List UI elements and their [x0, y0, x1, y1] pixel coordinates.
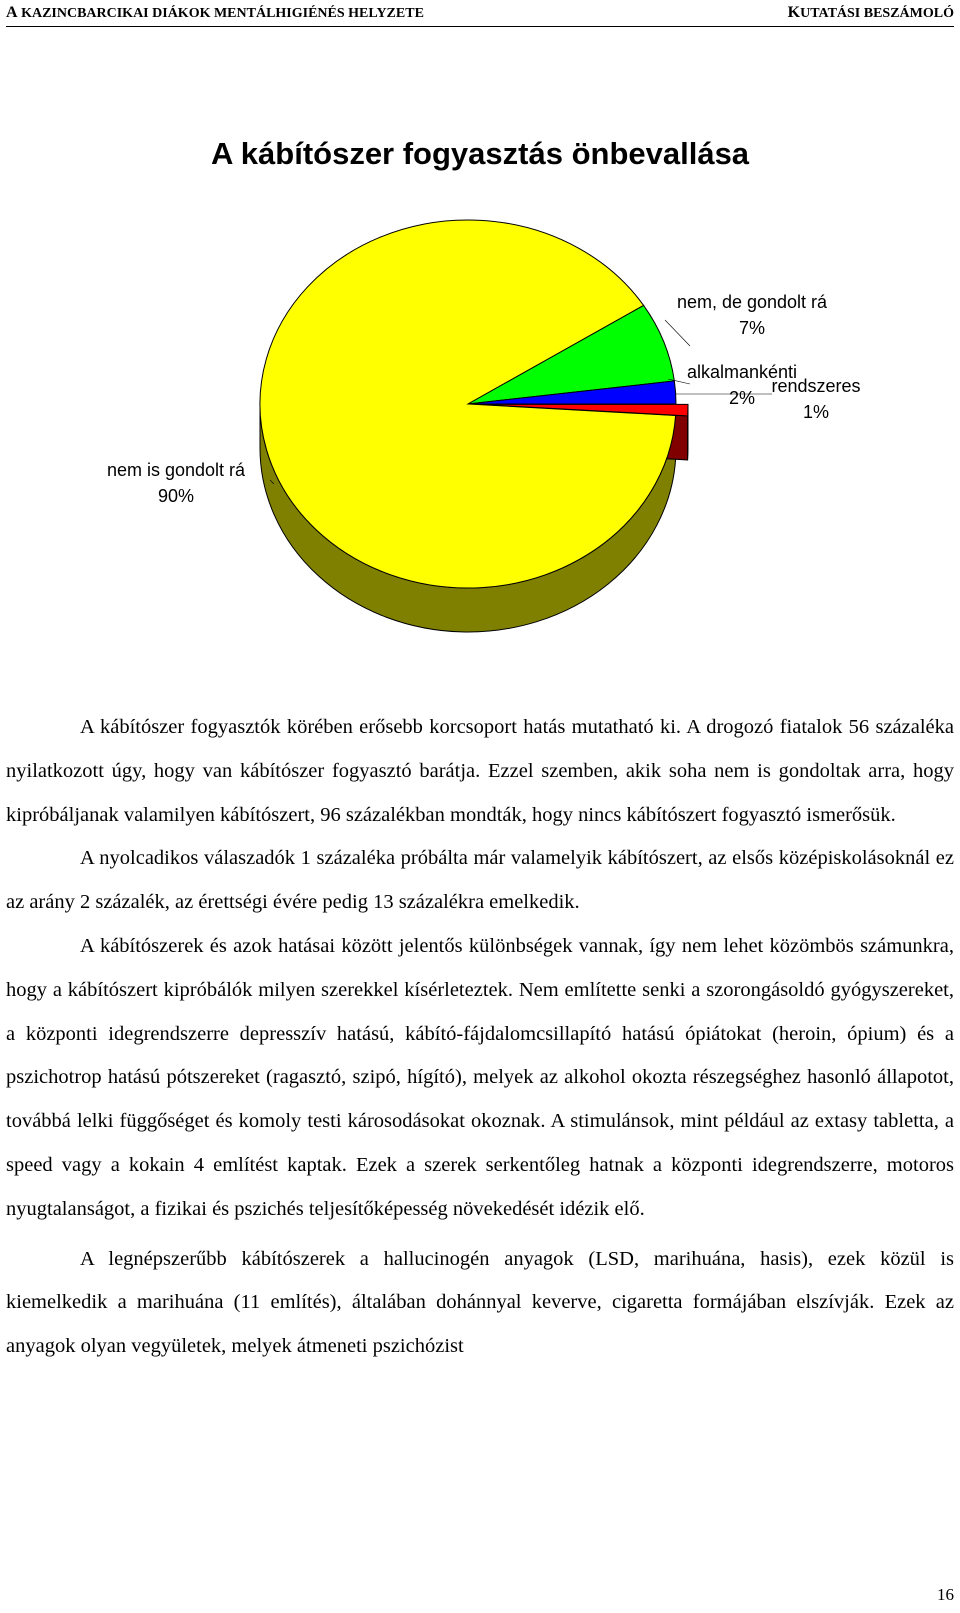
pie-label-alkalmankenti: alkalmankénti: [686, 362, 798, 382]
header-left-title: A KAZINCBARCIKAI DIÁKOK MENTÁLHIGIÉNÉS HELYZETE: [6, 4, 424, 21]
page-header: [6, 0, 954, 27]
pie-value-nem-de-gondolt-ra: 7%: [738, 318, 766, 338]
pie-value-nem-is-gondolt-ra: 90%: [157, 486, 195, 506]
pie-value-alkalmankenti: 2%: [728, 388, 756, 408]
body-text: [6, 706, 954, 1369]
paragraph-3: A kábítószerek és azok hatásai között jelentős különbségek vannak, így nem lehet közömbös számunkra, hogy a kábítószert kipróbálók milyen szerekkel kísérleteztek. Nem említette senki a szorongásoldó gyógyszereket, a központi idegrendszerre depresszív hatású, kábító-fájdalomcsillapító hatású ópiátokat (heroin, ópium) és a pszichotrop hatású pótszereket (ragasztó, szipó, hígító), melyek az alkohol okozta részegséghez hasonló állapotot, továbbá lelki függőséget és komoly testi károsodásokat okoznak. A stimulánsok, mint például az extasy tabletta, a speed vagy a kokain 4 említést kaptak. Ezek a szerek serkentőleg hatnak a központi idegrendszerre, motoros nyugtalanságot, a fizikai és pszichés teljesítőképesség növekedését idézik elő.: [6, 934, 954, 1220]
paragraph-4: A legnépszerűbb kábítószerek a hallucinogén anyagok (LSD, marihuána, hasis), ezek közül is kiemelkedik a marihuána (11 említés), általában dohánnyal keverve, cigaretta formájában elszívják. Ezek az anyagok olyan vegyületek, melyek átmeneti pszichózist: [6, 1247, 954, 1358]
chart-title: A kábítószer fogyasztás önbevallása: [210, 136, 750, 171]
paragraph-2: A nyolcadikos válaszadók 1 százaléka próbálta már valamelyik kábítószert, az elsős középiskolásoknál ez az arány 2 százalék, az érettségi évére pedig 13 százalékra emelkedik.: [6, 847, 954, 914]
paragraph-1: A kábítószer fogyasztók körében erősebb korcsoport hatás mutatható ki. A drogozó fiatalok 56 százaléka nyilatkozott úgy, hogy van kábítószer fogyasztó barátja. Ezzel szemben, akik soha nem is gondoltak arra, hogy kipróbáljanak valamilyen kábítószert, 96 százalékban mondták, hogy nincs kábítószert fogyasztó ismerősük.: [6, 716, 954, 826]
pie-label-rendszeres: rendszeres: [771, 376, 861, 396]
pie-chart: [0, 180, 960, 700]
leader-line-nem-de-gondolt-ra: [665, 320, 690, 346]
pie-label-nem-de-gondolt-ra: nem, de gondolt rá: [676, 292, 828, 312]
pie-label-nem-is-gondolt-ra: nem is gondolt rá: [106, 460, 246, 480]
pie-value-rendszeres: 1%: [802, 402, 830, 422]
header-right-title: KUTATÁSI BESZÁMOLÓ: [787, 4, 954, 21]
page-number: 16: [937, 1585, 954, 1604]
